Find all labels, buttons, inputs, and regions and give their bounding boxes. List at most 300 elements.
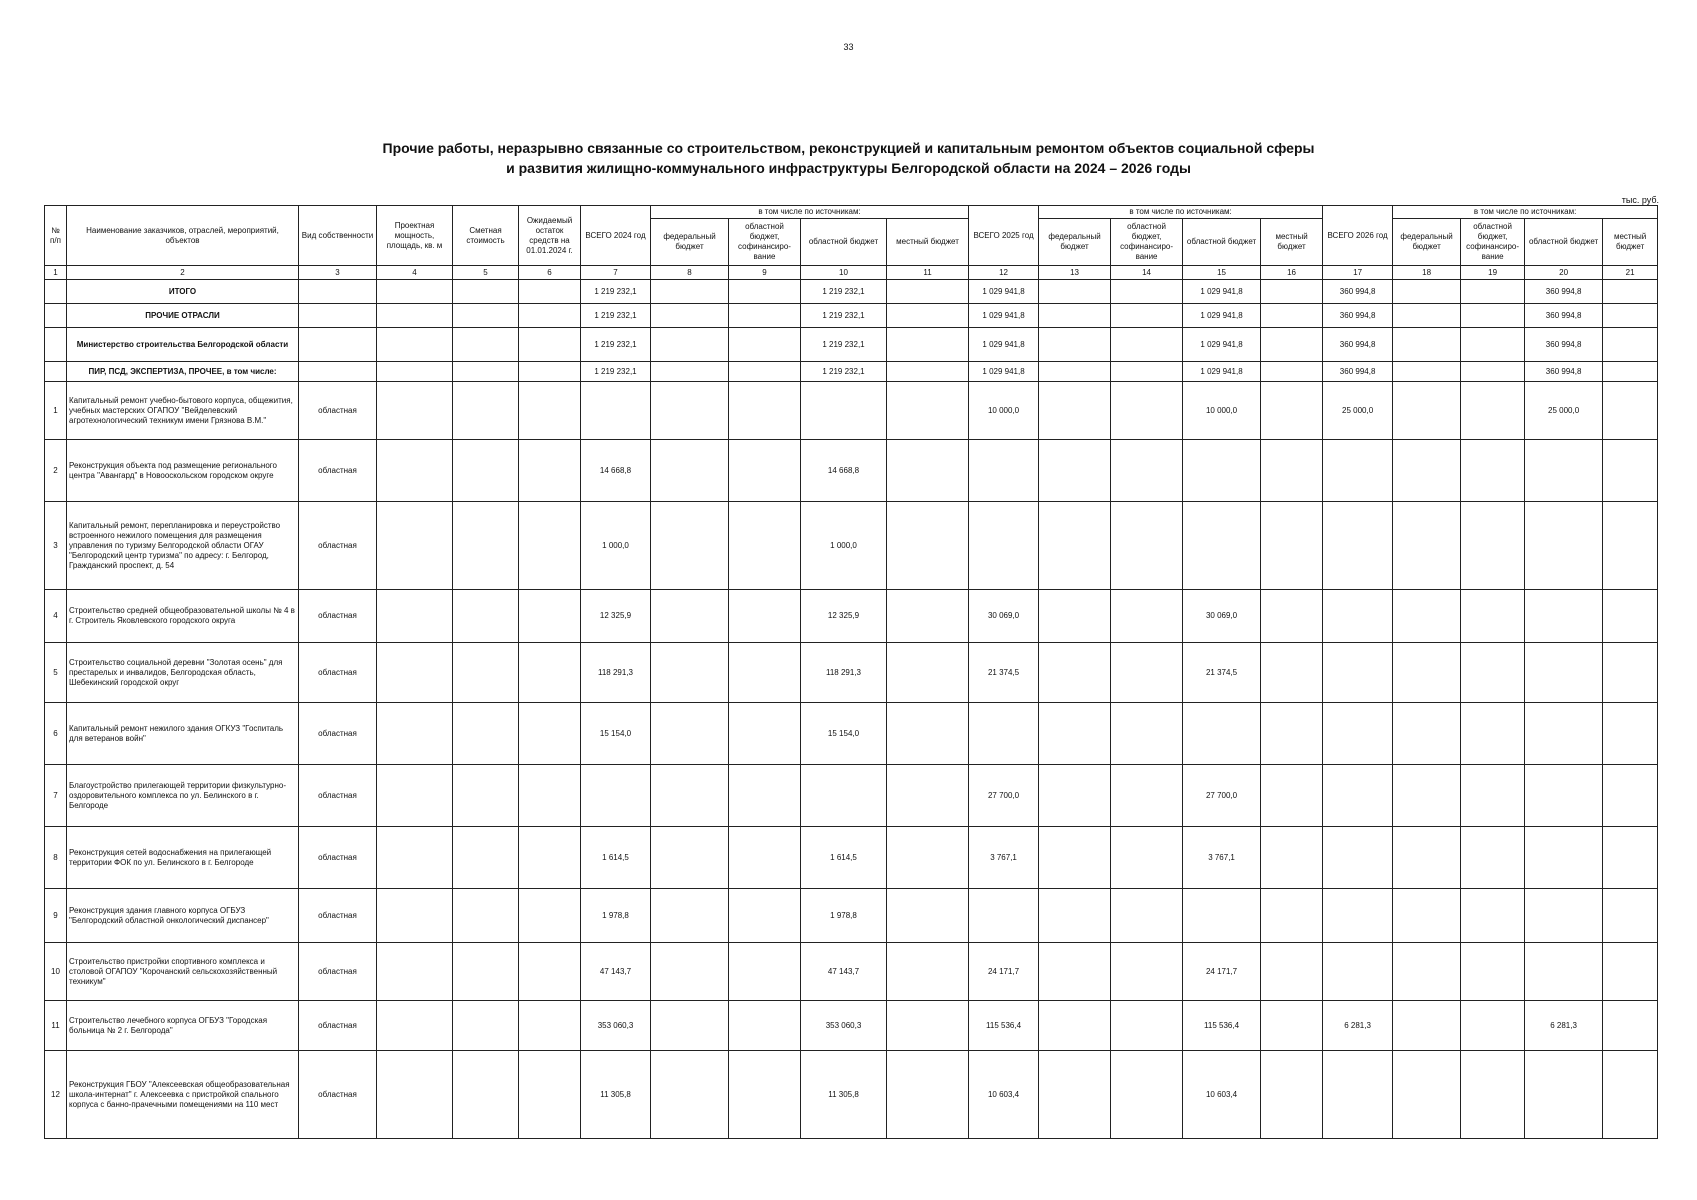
table-cell bbox=[1039, 502, 1111, 590]
table-cell bbox=[1461, 943, 1525, 1001]
ownership-cell: областная bbox=[299, 1051, 377, 1139]
regional-2026-cell: 360 994,8 bbox=[1525, 362, 1603, 382]
table-cell bbox=[453, 1051, 519, 1139]
table-cell bbox=[1111, 827, 1183, 889]
regional-2026-cell bbox=[1525, 440, 1603, 502]
total-2025-cell: 30 069,0 bbox=[969, 590, 1039, 643]
table-row bbox=[45, 765, 1658, 827]
table-cell bbox=[1393, 703, 1461, 765]
summary-name-cell: Министерство строительства Белгородской области bbox=[67, 328, 299, 362]
table-cell bbox=[1111, 943, 1183, 1001]
column-number: 13 bbox=[1039, 266, 1111, 280]
table-cell bbox=[1603, 943, 1658, 1001]
total-2026-cell: 360 994,8 bbox=[1323, 304, 1393, 328]
table-cell bbox=[519, 827, 581, 889]
table-cell bbox=[377, 643, 453, 703]
table-cell bbox=[1603, 304, 1658, 328]
column-number: 3 bbox=[299, 266, 377, 280]
table-cell bbox=[651, 943, 729, 1001]
header-local-2025: местный бюджет bbox=[1261, 219, 1323, 266]
regional-2026-cell: 360 994,8 bbox=[1525, 304, 1603, 328]
table-cell bbox=[887, 382, 969, 440]
header-regional-2025: областной бюджет bbox=[1183, 219, 1261, 266]
object-name-cell: Капитальный ремонт, перепланировка и переустройство встроенного нежилого помещения для размещения управления по туризму Белгородской области ОГАУ "Белгородский центр туризма" по адресу: г. Белгород, Гражданский проспект, д. 54 bbox=[67, 502, 299, 590]
table-cell bbox=[887, 765, 969, 827]
table-row bbox=[45, 382, 1658, 440]
table-cell bbox=[453, 889, 519, 943]
table-cell bbox=[1039, 304, 1111, 328]
table-cell bbox=[453, 280, 519, 304]
table-cell bbox=[377, 328, 453, 362]
table-cell bbox=[377, 1051, 453, 1139]
table-cell bbox=[1261, 362, 1323, 382]
table-cell bbox=[1393, 943, 1461, 1001]
table-cell bbox=[887, 1051, 969, 1139]
table-cell bbox=[651, 827, 729, 889]
row-number-cell: 7 bbox=[45, 765, 67, 827]
table-cell bbox=[519, 362, 581, 382]
table-cell bbox=[651, 328, 729, 362]
column-number: 12 bbox=[969, 266, 1039, 280]
table-row bbox=[45, 643, 1658, 703]
table-cell bbox=[1261, 280, 1323, 304]
total-2026-cell bbox=[1323, 440, 1393, 502]
table-cell bbox=[377, 943, 453, 1001]
table-cell bbox=[887, 703, 969, 765]
table-cell bbox=[453, 643, 519, 703]
table-cell bbox=[1111, 1051, 1183, 1139]
table-cell bbox=[887, 889, 969, 943]
table-cell bbox=[1461, 382, 1525, 440]
total-2025-cell: 115 536,4 bbox=[969, 1001, 1039, 1051]
table-cell bbox=[1603, 1001, 1658, 1051]
regional-2025-cell: 21 374,5 bbox=[1183, 643, 1261, 703]
units-label: тыс. руб. bbox=[1621, 195, 1659, 205]
table-cell bbox=[1461, 280, 1525, 304]
table-cell bbox=[1261, 703, 1323, 765]
table-cell bbox=[1461, 889, 1525, 943]
regional-2024-cell: 118 291,3 bbox=[801, 643, 887, 703]
table-cell bbox=[1039, 703, 1111, 765]
table-row bbox=[45, 440, 1658, 502]
table-row bbox=[45, 1051, 1658, 1139]
regional-2024-cell: 1 219 232,1 bbox=[801, 328, 887, 362]
row-number-cell: 1 bbox=[45, 382, 67, 440]
column-number: 19 bbox=[1461, 266, 1525, 280]
column-number: 9 bbox=[729, 266, 801, 280]
regional-2024-cell: 1 219 232,1 bbox=[801, 304, 887, 328]
total-2025-cell: 10 000,0 bbox=[969, 382, 1039, 440]
table-cell bbox=[1261, 502, 1323, 590]
table-cell bbox=[729, 1051, 801, 1139]
table-cell bbox=[377, 889, 453, 943]
object-name-cell: Строительство средней общеобразовательной школы № 4 в г. Строитель Яковлевского городского округа bbox=[67, 590, 299, 643]
table-cell bbox=[1039, 328, 1111, 362]
table-row bbox=[45, 590, 1658, 643]
column-number: 14 bbox=[1111, 266, 1183, 280]
column-number: 4 bbox=[377, 266, 453, 280]
regional-2026-cell bbox=[1525, 643, 1603, 703]
table-cell bbox=[1039, 889, 1111, 943]
total-2024-cell: 1 219 232,1 bbox=[581, 362, 651, 382]
table-cell bbox=[1603, 502, 1658, 590]
table-row bbox=[45, 1001, 1658, 1051]
total-2026-cell bbox=[1323, 590, 1393, 643]
row-number-cell: 12 bbox=[45, 1051, 67, 1139]
total-2025-cell: 1 029 941,8 bbox=[969, 362, 1039, 382]
table-cell bbox=[1461, 328, 1525, 362]
total-2024-cell: 12 325,9 bbox=[581, 590, 651, 643]
column-number-row bbox=[45, 266, 1658, 280]
table-cell bbox=[651, 280, 729, 304]
table-cell bbox=[1111, 440, 1183, 502]
table-cell bbox=[519, 440, 581, 502]
table-cell bbox=[1461, 362, 1525, 382]
header-federal-2025: федеральный бюджет bbox=[1039, 219, 1111, 266]
header-sources-2026: в том числе по источникам: bbox=[1393, 206, 1658, 219]
table-cell bbox=[377, 1001, 453, 1051]
title-line-1: Прочие работы, неразрывно связанные со строительством, реконструкцией и капитальным ремонтом объектов социальной сферы bbox=[382, 140, 1315, 156]
table-cell bbox=[729, 362, 801, 382]
table-cell bbox=[651, 703, 729, 765]
object-name-cell: Реконструкция здания главного корпуса ОГБУЗ "Белгородский областной онкологический диспансер" bbox=[67, 889, 299, 943]
header-federal-2026: федеральный бюджет bbox=[1393, 219, 1461, 266]
table-row bbox=[45, 827, 1658, 889]
row-number-cell: 6 bbox=[45, 703, 67, 765]
header-total-2024: ВСЕГО 2024 год bbox=[581, 206, 651, 266]
object-name-cell: Капитальный ремонт нежилого здания ОГКУЗ "Госпиталь для ветеранов войн" bbox=[67, 703, 299, 765]
table-cell bbox=[729, 304, 801, 328]
column-number: 1 bbox=[45, 266, 67, 280]
table-body bbox=[45, 280, 1658, 1139]
table-cell bbox=[1111, 1001, 1183, 1051]
table-cell bbox=[1603, 1051, 1658, 1139]
regional-2025-cell: 1 029 941,8 bbox=[1183, 304, 1261, 328]
row-number-cell bbox=[45, 328, 67, 362]
table-cell bbox=[887, 280, 969, 304]
regional-2024-cell bbox=[801, 382, 887, 440]
table-cell bbox=[453, 304, 519, 328]
regional-2025-cell: 1 029 941,8 bbox=[1183, 362, 1261, 382]
total-2025-cell: 1 029 941,8 bbox=[969, 304, 1039, 328]
table-cell bbox=[887, 440, 969, 502]
table-cell bbox=[1603, 280, 1658, 304]
table-cell bbox=[1393, 280, 1461, 304]
table-cell bbox=[377, 590, 453, 643]
table-cell bbox=[453, 827, 519, 889]
table-cell bbox=[1111, 889, 1183, 943]
table-cell bbox=[1603, 765, 1658, 827]
regional-2024-cell: 15 154,0 bbox=[801, 703, 887, 765]
regional-2026-cell: 25 000,0 bbox=[1525, 382, 1603, 440]
regional-2024-cell bbox=[801, 765, 887, 827]
total-2026-cell: 360 994,8 bbox=[1323, 328, 1393, 362]
ownership-cell: областная bbox=[299, 827, 377, 889]
table-cell bbox=[519, 502, 581, 590]
header-total-2025: ВСЕГО 2025 год bbox=[969, 206, 1039, 266]
table-cell bbox=[377, 382, 453, 440]
table-cell bbox=[887, 362, 969, 382]
header-local-2024: местный бюджет bbox=[887, 219, 969, 266]
header-federal-2024: федеральный бюджет bbox=[651, 219, 729, 266]
table-cell bbox=[651, 362, 729, 382]
total-2025-cell: 21 374,5 bbox=[969, 643, 1039, 703]
table-cell bbox=[1603, 590, 1658, 643]
table-cell bbox=[1461, 703, 1525, 765]
table-cell bbox=[651, 889, 729, 943]
header-regional-2024: областной бюджет bbox=[801, 219, 887, 266]
regional-2024-cell: 11 305,8 bbox=[801, 1051, 887, 1139]
table-cell bbox=[299, 280, 377, 304]
table-cell bbox=[1603, 703, 1658, 765]
table-cell bbox=[729, 943, 801, 1001]
row-number-cell: 4 bbox=[45, 590, 67, 643]
ownership-cell: областная bbox=[299, 440, 377, 502]
total-2026-cell bbox=[1323, 1051, 1393, 1139]
ownership-cell: областная bbox=[299, 590, 377, 643]
total-2024-cell: 47 143,7 bbox=[581, 943, 651, 1001]
table-cell bbox=[1261, 440, 1323, 502]
table-cell bbox=[453, 943, 519, 1001]
regional-2026-cell: 6 281,3 bbox=[1525, 1001, 1603, 1051]
column-number: 5 bbox=[453, 266, 519, 280]
table-cell bbox=[377, 280, 453, 304]
regional-2026-cell bbox=[1525, 827, 1603, 889]
summary-row bbox=[45, 280, 1658, 304]
regional-2026-cell bbox=[1525, 1051, 1603, 1139]
table-cell bbox=[1111, 502, 1183, 590]
regional-2025-cell: 30 069,0 bbox=[1183, 590, 1261, 643]
table-cell bbox=[453, 382, 519, 440]
table-cell bbox=[729, 280, 801, 304]
ownership-cell: областная bbox=[299, 382, 377, 440]
table-cell bbox=[1461, 827, 1525, 889]
table-cell bbox=[887, 590, 969, 643]
table-cell bbox=[1111, 328, 1183, 362]
total-2024-cell: 15 154,0 bbox=[581, 703, 651, 765]
column-number: 6 bbox=[519, 266, 581, 280]
total-2025-cell bbox=[969, 703, 1039, 765]
total-2026-cell bbox=[1323, 643, 1393, 703]
table-cell bbox=[1393, 382, 1461, 440]
table-cell bbox=[377, 440, 453, 502]
table-cell bbox=[1039, 1051, 1111, 1139]
total-2025-cell bbox=[969, 889, 1039, 943]
table-cell bbox=[1393, 889, 1461, 943]
object-name-cell: Строительство пристройки спортивного комплекса и столовой ОГАПОУ "Корочанский сельскохозяйственный техникум" bbox=[67, 943, 299, 1001]
summary-name-cell: ПРОЧИЕ ОТРАСЛИ bbox=[67, 304, 299, 328]
total-2024-cell bbox=[581, 382, 651, 440]
regional-2026-cell bbox=[1525, 703, 1603, 765]
table-cell bbox=[1461, 590, 1525, 643]
total-2024-cell: 1 219 232,1 bbox=[581, 280, 651, 304]
table-cell bbox=[651, 1051, 729, 1139]
column-number: 16 bbox=[1261, 266, 1323, 280]
regional-2026-cell: 360 994,8 bbox=[1525, 328, 1603, 362]
table-cell bbox=[519, 304, 581, 328]
total-2024-cell: 118 291,3 bbox=[581, 643, 651, 703]
table-cell bbox=[1393, 643, 1461, 703]
summary-row bbox=[45, 362, 1658, 382]
table-cell bbox=[651, 304, 729, 328]
budget-table bbox=[44, 205, 1658, 1139]
table-cell bbox=[1603, 328, 1658, 362]
table-cell bbox=[887, 1001, 969, 1051]
header-cofin-2024: областной бюджет, софинансиро-вание bbox=[729, 219, 801, 266]
table-cell bbox=[519, 382, 581, 440]
table-cell bbox=[519, 643, 581, 703]
table-cell bbox=[1039, 943, 1111, 1001]
table-cell bbox=[729, 765, 801, 827]
regional-2026-cell bbox=[1525, 943, 1603, 1001]
table-cell bbox=[377, 304, 453, 328]
table-cell bbox=[1461, 1001, 1525, 1051]
total-2026-cell bbox=[1323, 889, 1393, 943]
object-name-cell: Реконструкция объекта под размещение регионального центра "Авангард" в Новооскольском городском округе bbox=[67, 440, 299, 502]
total-2026-cell: 6 281,3 bbox=[1323, 1001, 1393, 1051]
table-cell bbox=[651, 765, 729, 827]
column-number: 20 bbox=[1525, 266, 1603, 280]
total-2026-cell bbox=[1323, 703, 1393, 765]
table-cell bbox=[1603, 382, 1658, 440]
table-cell bbox=[519, 328, 581, 362]
header-total-2026: ВСЕГО 2026 год bbox=[1323, 206, 1393, 266]
header-estimate: Сметная стоимость bbox=[453, 206, 519, 266]
table-cell bbox=[1393, 502, 1461, 590]
object-name-cell: Строительство социальной деревни "Золотая осень" для престарелых и инвалидов, Белгородская область, Шебекинский городской округ bbox=[67, 643, 299, 703]
header-name: Наименование заказчиков, отраслей, мероприятий, объектов bbox=[67, 206, 299, 266]
regional-2025-cell bbox=[1183, 502, 1261, 590]
table-cell bbox=[519, 943, 581, 1001]
regional-2026-cell bbox=[1525, 889, 1603, 943]
table-cell bbox=[729, 502, 801, 590]
table-cell bbox=[1461, 1051, 1525, 1139]
object-name-cell: Благоустройство прилегающей территории физкультурно-оздоровительного комплекса по ул. Белинского в г. Белгороде bbox=[67, 765, 299, 827]
total-2026-cell: 360 994,8 bbox=[1323, 362, 1393, 382]
header-cofin-2025: областной бюджет, софинансиро-вание bbox=[1111, 219, 1183, 266]
table-cell bbox=[651, 590, 729, 643]
table-cell bbox=[377, 827, 453, 889]
regional-2025-cell bbox=[1183, 889, 1261, 943]
table-cell bbox=[453, 703, 519, 765]
table-cell bbox=[1039, 590, 1111, 643]
table-cell bbox=[453, 1001, 519, 1051]
table-cell bbox=[1393, 362, 1461, 382]
table-cell bbox=[729, 889, 801, 943]
table-cell bbox=[1111, 765, 1183, 827]
table-cell bbox=[299, 328, 377, 362]
table-cell bbox=[377, 765, 453, 827]
regional-2026-cell bbox=[1525, 765, 1603, 827]
table-cell bbox=[651, 1001, 729, 1051]
table-cell bbox=[1111, 280, 1183, 304]
ownership-cell: областная bbox=[299, 703, 377, 765]
header-capacity: Проектная мощность, площадь, кв. м bbox=[377, 206, 453, 266]
total-2024-cell: 1 000,0 bbox=[581, 502, 651, 590]
total-2025-cell: 27 700,0 bbox=[969, 765, 1039, 827]
header-ownership: Вид собственности bbox=[299, 206, 377, 266]
table-cell bbox=[887, 943, 969, 1001]
table-cell bbox=[1261, 382, 1323, 440]
table-cell bbox=[887, 643, 969, 703]
table-cell bbox=[453, 590, 519, 643]
regional-2024-cell: 1 000,0 bbox=[801, 502, 887, 590]
row-number-cell: 8 bbox=[45, 827, 67, 889]
table-row bbox=[45, 943, 1658, 1001]
table-cell bbox=[1261, 1001, 1323, 1051]
table-cell bbox=[453, 440, 519, 502]
table-cell bbox=[1393, 304, 1461, 328]
table-cell bbox=[1261, 304, 1323, 328]
table-cell bbox=[519, 703, 581, 765]
table-cell bbox=[1603, 440, 1658, 502]
ownership-cell: областная bbox=[299, 1001, 377, 1051]
column-number: 7 bbox=[581, 266, 651, 280]
table-cell bbox=[729, 643, 801, 703]
table-cell bbox=[1393, 328, 1461, 362]
table-cell bbox=[453, 765, 519, 827]
regional-2025-cell bbox=[1183, 703, 1261, 765]
page-title bbox=[0, 138, 1697, 178]
table-row bbox=[45, 502, 1658, 590]
regional-2024-cell: 14 668,8 bbox=[801, 440, 887, 502]
column-number: 10 bbox=[801, 266, 887, 280]
regional-2024-cell: 1 614,5 bbox=[801, 827, 887, 889]
row-number-cell bbox=[45, 304, 67, 328]
total-2024-cell: 1 614,5 bbox=[581, 827, 651, 889]
column-number: 15 bbox=[1183, 266, 1261, 280]
table-cell bbox=[377, 502, 453, 590]
table-cell bbox=[519, 590, 581, 643]
row-number-cell bbox=[45, 280, 67, 304]
table-cell bbox=[887, 328, 969, 362]
column-number: 11 bbox=[887, 266, 969, 280]
table-cell bbox=[651, 502, 729, 590]
column-number: 8 bbox=[651, 266, 729, 280]
table-cell bbox=[729, 827, 801, 889]
table-cell bbox=[1039, 362, 1111, 382]
table-cell bbox=[1111, 590, 1183, 643]
table-cell bbox=[651, 382, 729, 440]
total-2024-cell bbox=[581, 765, 651, 827]
table-cell bbox=[1461, 440, 1525, 502]
table-cell bbox=[1603, 889, 1658, 943]
table-cell bbox=[519, 765, 581, 827]
table-cell bbox=[299, 362, 377, 382]
header-local-2026: местный бюджет bbox=[1603, 219, 1658, 266]
table-cell bbox=[519, 1001, 581, 1051]
regional-2025-cell bbox=[1183, 440, 1261, 502]
table-cell bbox=[887, 502, 969, 590]
object-name-cell: Реконструкция сетей водоснабжения на прилегающей территории ФОК по ул. Белинского в г. Белгороде bbox=[67, 827, 299, 889]
table-cell bbox=[1393, 440, 1461, 502]
table-cell bbox=[1461, 643, 1525, 703]
table-cell bbox=[453, 502, 519, 590]
total-2025-cell bbox=[969, 502, 1039, 590]
total-2026-cell bbox=[1323, 765, 1393, 827]
table-cell bbox=[453, 328, 519, 362]
table-cell bbox=[729, 703, 801, 765]
total-2026-cell: 25 000,0 bbox=[1323, 382, 1393, 440]
regional-2026-cell bbox=[1525, 590, 1603, 643]
regional-2025-cell: 3 767,1 bbox=[1183, 827, 1261, 889]
ownership-cell: областная bbox=[299, 643, 377, 703]
page-number: 33 bbox=[843, 42, 854, 52]
table-cell bbox=[519, 889, 581, 943]
table-cell bbox=[1261, 889, 1323, 943]
row-number-cell bbox=[45, 362, 67, 382]
table-cell bbox=[1261, 827, 1323, 889]
